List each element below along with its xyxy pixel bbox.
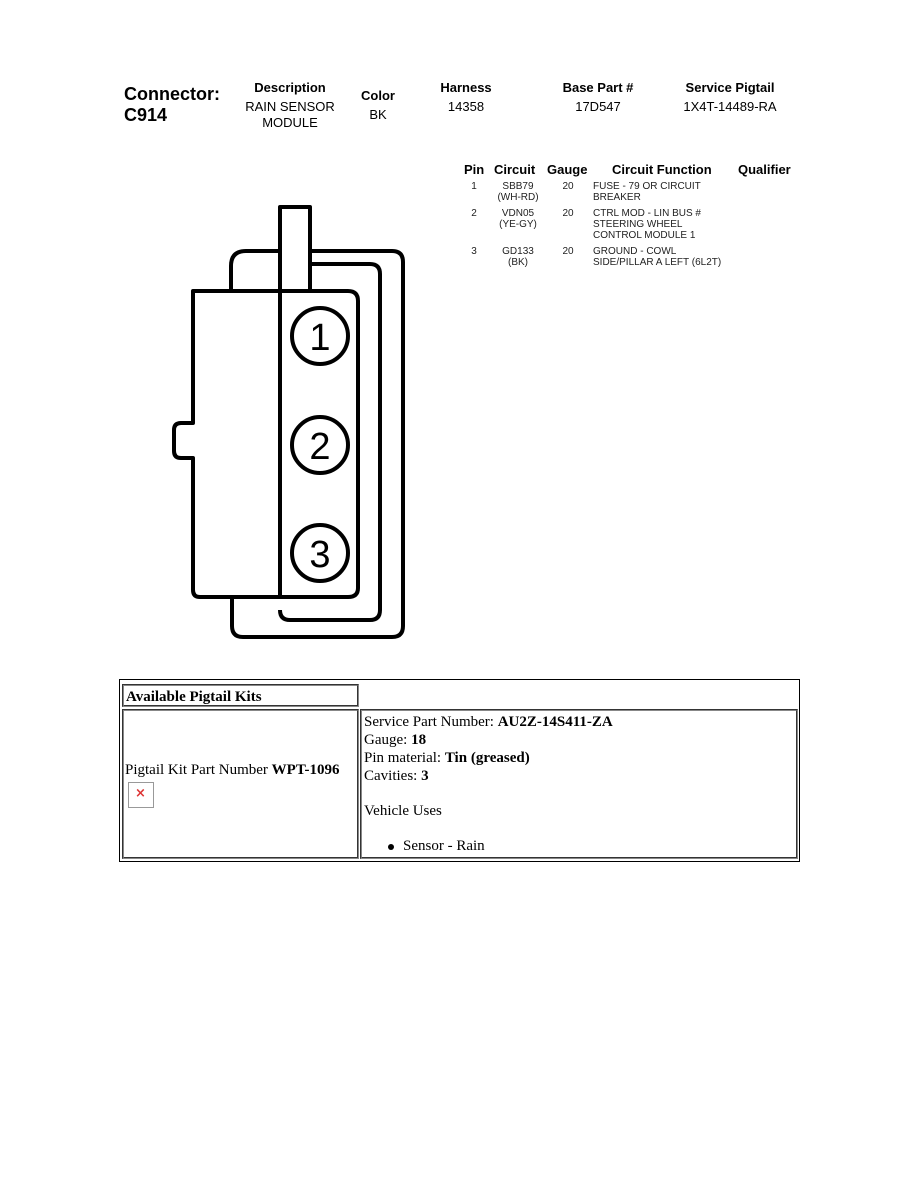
circuit-code: SBB79 [502,181,534,192]
kit-gauge [364,731,796,749]
kit-part-number-value: WPT-1096 [271,762,340,778]
pin-number: 1 [471,181,477,192]
kit-part-number-cell [122,709,359,859]
kit-details-cell [360,709,798,859]
circuit-color: (YE-GY) [499,219,537,230]
description-line-2: MODULE [262,115,318,130]
service-part-label: Service Part Number: [364,714,498,730]
color-value: BK [369,107,387,122]
cavities [364,767,796,785]
bullet-icon [388,844,394,850]
circuit-code: VDN05 [501,208,535,219]
cavities-value: 3 [421,768,429,784]
circuit-function-line: FUSE - 79 OR CIRCUIT [593,181,701,192]
base-part-header: Base Part # [562,80,634,95]
gauge-header: Gauge [547,162,588,177]
pin-header: Pin [464,162,485,177]
pin-label-2: 2 [309,426,331,468]
circuit-function-header: Circuit Function [612,162,712,177]
description-line-1: RAIN SENSOR [245,99,335,114]
harness-value: 14358 [447,99,485,114]
pin-gauge: 20 [562,246,574,257]
vehicle-use-item [364,837,796,855]
circuit-function-line: BREAKER [593,192,641,203]
pin-material-label: Pin material: [364,750,445,766]
pin-material-value: Tin (greased) [444,750,530,766]
kit-gauge-value: 18 [411,732,427,748]
service-pigtail-header: Service Pigtail [685,80,775,95]
qualifier-header: Qualifier [738,162,791,177]
service-part-number [364,713,796,731]
kit-part-number [125,761,339,779]
circuit-function-line: CTRL MOD - LIN BUS # [593,208,701,219]
circuit-function-line: SIDE/PILLAR A LEFT (6L2T) [593,257,722,268]
pin-material [364,749,796,767]
vehicle-uses-label: Vehicle Uses [364,803,442,819]
vehicle-use-text: Sensor - Rain [403,838,485,854]
pin-gauge: 20 [562,208,574,219]
pigtail-kits-title [122,684,359,707]
connector-label: Connector: [124,84,220,104]
description-header: Description [254,80,326,95]
pin-gauge: 20 [562,181,574,192]
kit-part-number-label: Pigtail Kit Part Number [125,762,272,778]
pin-number: 3 [471,246,477,257]
circuit-code: GD133 [502,246,534,257]
broken-image-icon: × [128,782,154,808]
service-part-value: AU2Z-14S411-ZA [497,714,613,730]
pin-label-3: 3 [309,534,331,576]
pin-label-1: 1 [309,317,331,359]
pigtail-kits-title-text: Available Pigtail Kits [126,689,262,705]
base-part-value: 17D547 [575,99,621,114]
circuit-function-line: STEERING WHEEL [593,219,683,230]
circuit-function-line: CONTROL MODULE 1 [593,230,696,241]
cavities-label: Cavities: [364,768,422,784]
harness-header: Harness [440,80,492,95]
color-header: Color [361,88,395,103]
pigtail-kits-table [119,679,800,862]
circuit-color: (WH-RD) [497,192,539,203]
kit-gauge-label: Gauge: [364,732,412,748]
pin-number: 2 [471,208,477,219]
circuit-color: (BK) [508,257,528,268]
service-pigtail-value: 1X4T-14489-RA [683,99,777,114]
circuit-function-line: GROUND - COWL [593,246,677,257]
connector-id: C914 [124,105,168,125]
circuit-header: Circuit [494,162,536,177]
